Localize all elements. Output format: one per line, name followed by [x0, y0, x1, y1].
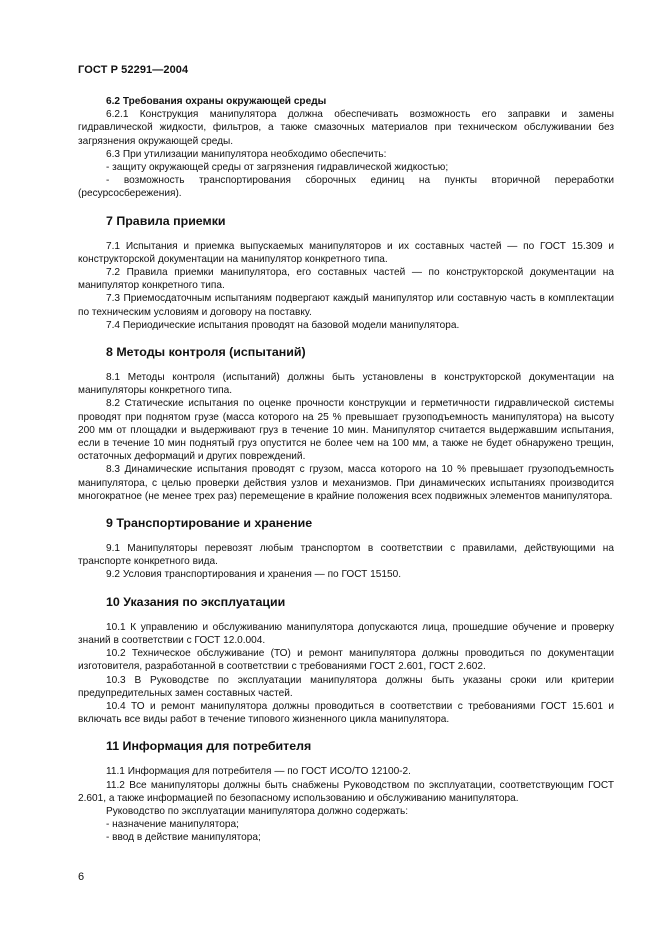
paragraph-11-2: 11.2 Все манипуляторы должны быть снабжены Руководством по эксплуатации, соответствующим ГОСТ 2.601, а также информацией по безопасному использованию и обслуживанию манипулятора.: [78, 779, 614, 804]
page-content: [78, 95, 614, 845]
paragraph-9-2: 9.2 Условия транспортирования и хранения — по ГОСТ 15150.: [106, 569, 401, 581]
paragraph-10-4: 10.4 ТО и ремонт манипулятора должны проводиться в соответствии с требованиями ГОСТ 15.601 и включать все виды работ в течение типового жизненного цикла манипулятора.: [78, 700, 614, 726]
paragraph-10-2: 10.2 Техническое обслуживание (ТО) и ремонт манипулятора должны проводиться по документации изготовителя, разработанной в соответствии с требованиями ГОСТ 2.601, ГОСТ 2.602.: [78, 648, 614, 673]
list-item: - возможность транспортирования сборочных единиц на пункты вторичной переработки (ресурсосбережения).: [78, 175, 614, 200]
section-title-10: 10 Указания по эксплуатации: [106, 594, 286, 609]
paragraph-10-3: 10.3 В Руководстве по эксплуатации манипулятора должны быть указаны сроки или критерии предупредительных замен составных частей.: [78, 674, 614, 699]
list-item: - назначение манипулятора;: [106, 819, 239, 831]
paragraph-11-1: 11.1 Информация для потребителя — по ГОСТ ИСО/ТО 12100-2.: [106, 766, 411, 778]
subsection-title-6-2: 6.2 Требования охраны окружающей среды: [106, 96, 327, 107]
paragraph-7-1: 7.1 Испытания и приемка выпускаемых манипуляторов и их составных частей — по ГОСТ 15.309 и конструкторской документации на манипулятор конкретного типа.: [78, 240, 614, 265]
paragraph-8-3: 8.3 Динамические испытания проводят с грузом, масса которого на 10 % превышает грузоподъемность манипулятора, с целью проверки действия узлов и механизмов. При динамических испытаниях производится многократное (не менее трех раз) перемещение в крайние положения всех подвижных элементов манипулятора.: [78, 464, 614, 502]
paragraph-11-manual-contents: Руководство по эксплуатации манипулятора должно содержать:: [106, 805, 409, 817]
section-title-8: 8 Методы контроля (испытаний): [106, 345, 306, 360]
paragraph-7-4: 7.4 Периодические испытания проводят на базовой модели манипулятора.: [106, 319, 460, 331]
paragraph-8-2: 8.2 Статические испытания по оценке прочности конструкции и герметичности гидравлической системы проводят при поднятом грузе (масса которого на 25 % превышает грузоподъемность манипулятора) на высоту 200 мм от площадки и выдерживают груз в течение 10 мин. Манипулятор считается выдержавшим испытания, если в течение 10 мин поднятый груз опустится не более чем на 100 мм, а также не будет обнаружено трещин, остаточных деформаций и других повреждений.: [78, 398, 614, 463]
list-item: - ввод в действие манипулятора;: [106, 832, 261, 844]
paragraph-10-1: 10.1 К управлению и обслуживанию манипулятора допускаются лица, прошедшие обучение и проверку знаний в соответствии с ГОСТ 12.0.004.: [78, 621, 614, 646]
page-number: 6: [78, 871, 85, 883]
list-item: - защиту окружающей среды от загрязнения гидравлической жидкостью;: [106, 162, 449, 174]
paragraph-6-3: 6.3 При утилизации манипулятора необходимо обеспечить:: [106, 148, 387, 160]
paragraph-8-1: 8.1 Методы контроля (испытаний) должны быть установлены в конструкторской документации на манипуляторы конкретного типа.: [78, 372, 614, 397]
paragraph-7-3: 7.3 Приемосдаточным испытаниям подвергают каждый манипулятор или составную часть в комплектации по техническим условиям и договору на поставку.: [78, 293, 614, 318]
paragraph-6-2-1: 6.2.1 Конструкция манипулятора должна обеспечивать возможность его заправки и замены гидравлической жидкости, фильтров, а также смазочных материалов при техническом обслуживании без загрязнения окружающей среды.: [78, 109, 614, 147]
document-header: ГОСТ Р 52291—2004: [78, 64, 189, 76]
section-title-11: 11 Информация для потребителя: [106, 739, 312, 754]
section-title-9: 9 Транспортирование и хранение: [106, 516, 313, 531]
paragraph-7-2: 7.2 Правила приемки манипулятора, его составных частей — по конструкторской документации на манипулятор конкретного типа.: [78, 267, 614, 292]
paragraph-9-1: 9.1 Манипуляторы перевозят любым транспортом в соответствии с правилами, действующими на транспорте конкретного вида.: [78, 543, 614, 568]
section-title-7: 7 Правила приемки: [106, 213, 226, 228]
